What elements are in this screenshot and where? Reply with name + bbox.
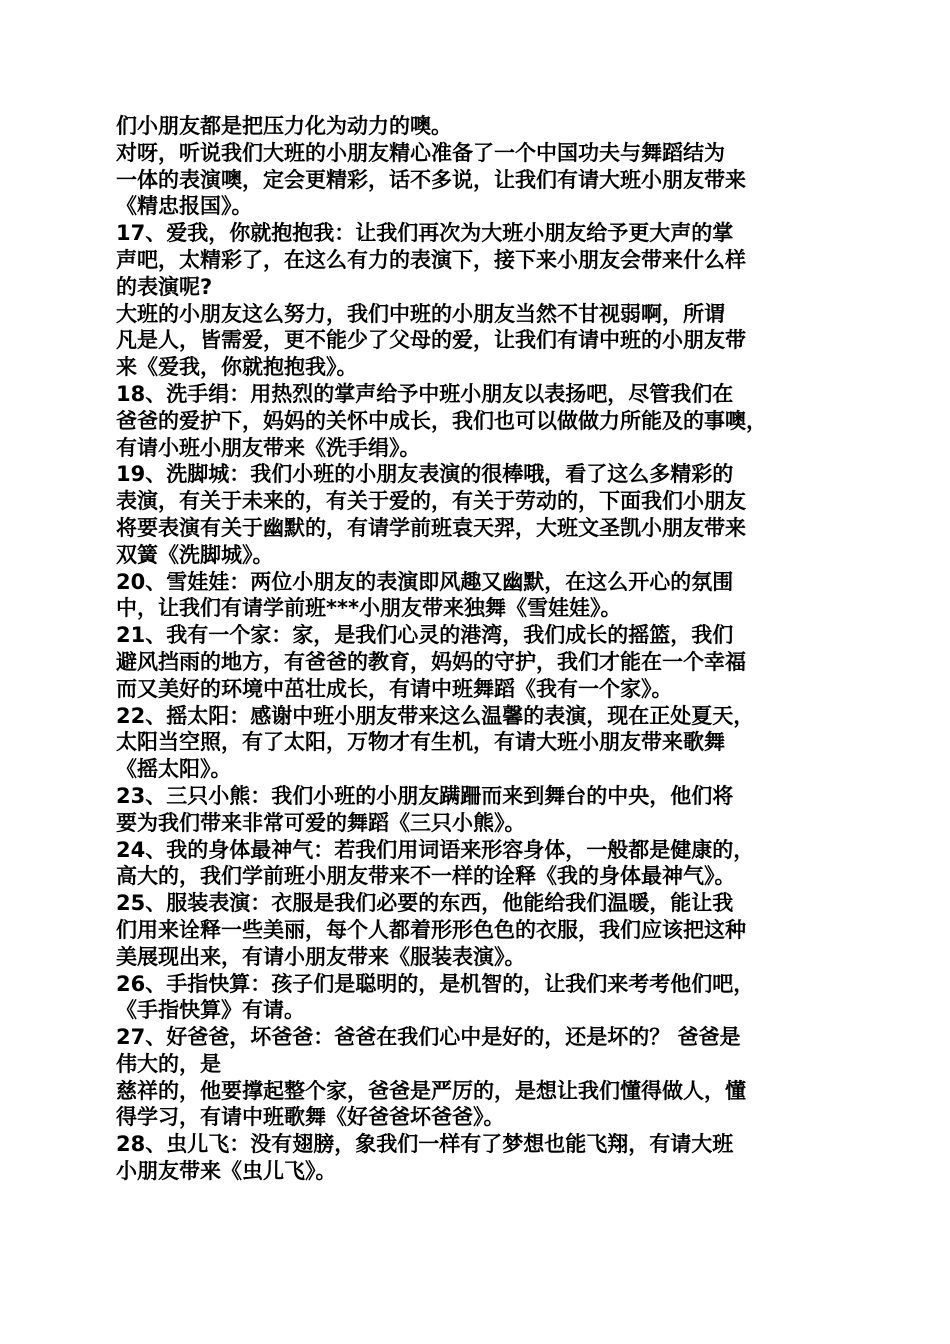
text-line: 大班的小朋友这么努力，我们中班的小朋友当然不甘视弱啊，所谓 (116, 301, 725, 326)
text-line: 《手指快算》有请。 (116, 998, 305, 1023)
text-line: 伟大的，是 (116, 1051, 221, 1076)
text-line: 19、洗脚城：我们小班的小朋友表演的很棒哦，看了这么多精彩的 (116, 462, 734, 487)
text-line: 23、三只小熊：我们小班的小朋友蹒跚而来到舞台的中央，他们将 (116, 783, 734, 808)
text-line: 凡是人，皆需爱，更不能少了父母的爱，让我们有请中班的小朋友带 (116, 328, 746, 353)
text-line: 有请小班小朋友带来《洗手绢》。 (116, 435, 421, 460)
text-line: 18、洗手绢：用热烈的掌声给予中班小朋友以表扬吧，尽管我们在 (116, 381, 734, 406)
text-line: 得学习，有请中班歌舞《好爸爸坏爸爸》。 (116, 1105, 505, 1130)
text-line: 一体的表演噢，定会更精彩，话不多说，让我们有请大班小朋友带来 (116, 167, 746, 192)
text-line: 27、好爸爸，坏爸爸：爸爸在我们心中是好的，还是坏的？ 爸爸是 (116, 1025, 741, 1050)
text-line: 美展现出来，有请小朋友带来《服装表演》。 (116, 944, 526, 969)
text-line: 双簧《洗脚城》。 (116, 542, 274, 567)
text-line: 而又美好的环境中茁壮成长，有请中班舞蹈《我有一个家》。 (116, 676, 673, 701)
text-line: 的表演呢? (116, 274, 213, 299)
text-line: 《精忠报国》。 (116, 194, 253, 219)
text-line: 们用来诠释一些美丽，每个人都着形形色色的衣服，我们应该把这种 (116, 917, 746, 942)
text-line: 声吧，太精彩了，在这么有力的表演下，接下来小朋友会带来什么样 (116, 247, 746, 272)
text-line: 26、手指快算：孩子们是聪明的，是机智的，让我们来考考他们吧， (116, 971, 755, 996)
text-line: 《摇太阳》。 (116, 757, 232, 782)
text-line: 22、摇太阳：感谢中班小朋友带来这么温馨的表演，现在正处夏天， (116, 703, 755, 728)
text-line: 慈祥的，他要撑起整个家，爸爸是严厉的，是想让我们懂得做人，懂 (116, 1078, 746, 1103)
text-line: 对呀，听说我们大班的小朋友精心准备了一个中国功夫与舞蹈结为 (116, 140, 725, 165)
text-line: 表演，有关于未来的，有关于爱的，有关于劳动的，下面我们小朋友 (116, 489, 746, 514)
text-line: 21、我有一个家：家，是我们心灵的港湾，我们成长的摇篮，我们 (116, 623, 734, 648)
text-line: 28、虫儿飞：没有翅膀，象我们一样有了梦想也能飞翔，有请大班 (116, 1132, 734, 1157)
text-line: 们小朋友都是把压力化为动力的噢。 (116, 114, 452, 138)
text-line: 来《爱我，你就抱抱我》。 (116, 355, 358, 380)
text-line: 17、爱我，你就抱抱我：让我们再次为大班小朋友给予更大声的掌 (116, 221, 734, 246)
document-body-text (116, 113, 846, 1185)
text-line: 高大的，我们学前班小朋友带来不一样的诠释《我的身体最神气》。 (116, 864, 736, 889)
text-line: 太阳当空照，有了太阳，万物才有生机，有请大班小朋友带来歌舞 (116, 730, 725, 755)
text-line: 避风挡雨的地方，有爸爸的教育，妈妈的守护，我们才能在一个幸福 (116, 649, 746, 674)
text-line: 24、我的身体最神气：若我们用词语来形容身体，一般都是健康的， (116, 837, 755, 862)
text-line: 中，让我们有请学前班***小朋友带来独舞《雪娃娃》。 (116, 596, 622, 621)
text-line: 要为我们带来非常可爱的舞蹈《三只小熊》。 (116, 810, 526, 835)
text-line: 爸爸的爱护下，妈妈的关怀中成长，我们也可以做做力所能及的事噢， (116, 408, 767, 433)
text-line: 将要表演有关于幽默的，有请学前班袁天羿，大班文圣凯小朋友带来 (116, 515, 746, 540)
text-line: 20、雪娃娃：两位小朋友的表演即风趣又幽默，在这么开心的氛围 (116, 569, 734, 594)
text-line: 小朋友带来《虫儿飞》。 (116, 1159, 337, 1184)
text-line: 25、服装表演：衣服是我们必要的东西，他能给我们温暖，能让我 (116, 891, 734, 916)
